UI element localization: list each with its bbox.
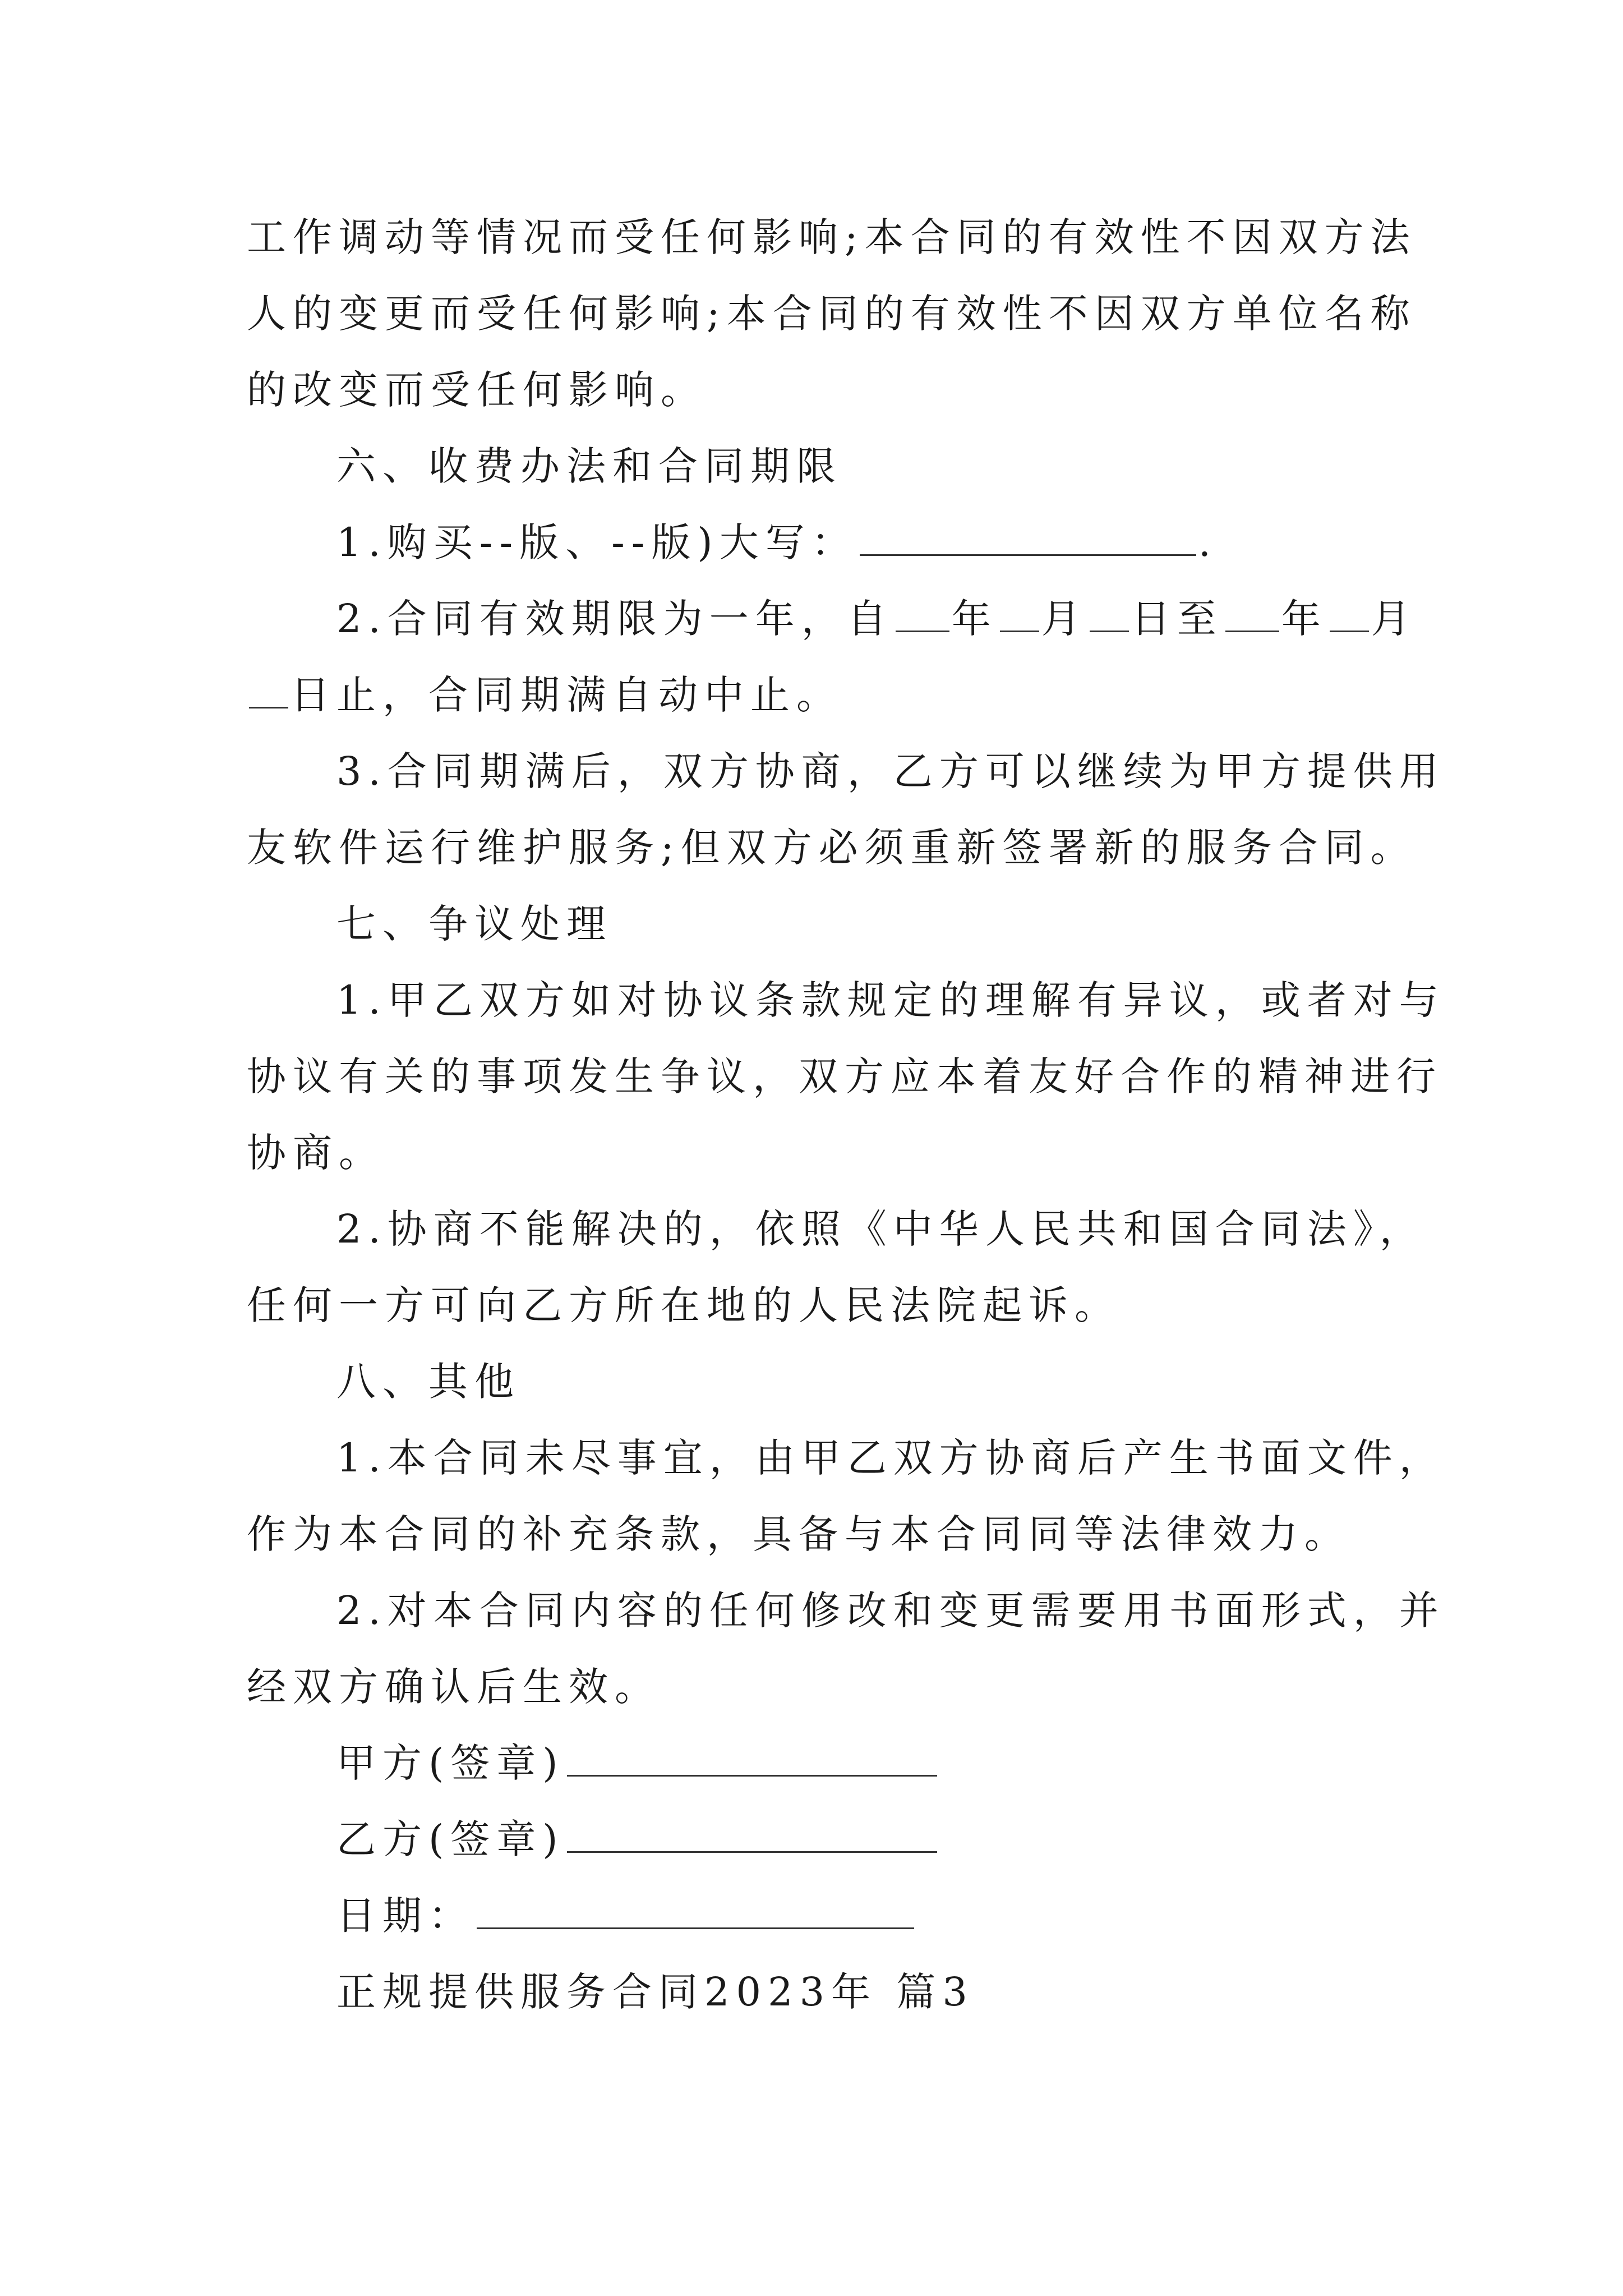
- next-section-title: 正规提供服务合同2023年 篇3: [336, 1969, 974, 2015]
- clause-7-1: 1.甲乙双方如对协议条款规定的理解有异议，或者对与: [336, 977, 1445, 1023]
- party-a-signature-blank: [567, 1740, 937, 1777]
- clause-text: 1.购买--版、--版)大写：: [336, 519, 857, 565]
- clause-7-2: 2.协商不能解决的，依照《中华人民共和国合同法》，: [336, 1206, 1426, 1252]
- start-day-blank: [1090, 596, 1129, 632]
- paragraph-line: 友软件运行维护服务;但双方必须重新签署新的服务合同。: [247, 825, 1417, 871]
- party-b-signature-blank: [567, 1816, 937, 1853]
- end-month-blank: [1330, 596, 1369, 632]
- paragraph-line: 协议有关的事项发生争议，双方应本着友好合作的精神进行: [247, 1053, 1442, 1099]
- date-blank: [477, 1893, 914, 1929]
- month-label: 月: [1041, 596, 1087, 642]
- paragraph-line: 协商。: [247, 1130, 385, 1176]
- clause-6-2-continued: [247, 657, 1385, 733]
- clause-6-3: 3.合同期满后，双方协商，乙方可以继续为甲方提供用: [336, 748, 1445, 794]
- day-to-label: 日至: [1131, 596, 1223, 642]
- clause-6-1: [247, 504, 1385, 581]
- party-a-label: 甲方(签章): [336, 1740, 565, 1786]
- clause-8-1: 1.本合同未尽事宜，由甲乙双方协商后产生书面文件，: [336, 1435, 1445, 1481]
- clause-text-end: .: [1198, 519, 1218, 565]
- clause-8-2: 2.对本合同内容的任何修改和变更需要用书面形式，并: [336, 1588, 1445, 1634]
- date-label: 日期：: [336, 1893, 474, 1939]
- paragraph-line: 工作调动等情况而受任何影响;本合同的有效性不因双方法: [247, 214, 1417, 260]
- clause-6-2: [247, 581, 1417, 657]
- start-year-blank: [896, 596, 949, 632]
- section-heading-7: 七、争议处理: [336, 901, 612, 947]
- paragraph-line: 的改变而受任何影响。: [247, 367, 707, 413]
- year-label: 年: [1281, 596, 1327, 642]
- paragraph-line: 人的变更而受任何影响;本合同的有效性不因双方单位名称: [247, 291, 1417, 337]
- section-heading-6: 六、收费办法和合同期限: [336, 443, 842, 489]
- amount-blank-field: [860, 519, 1196, 556]
- end-day-blank: [249, 672, 288, 708]
- clause-text: 2.合同有效期限为一年，自: [336, 596, 893, 642]
- date-line: [247, 1878, 1385, 1954]
- clause-text: 日止，合同期满自动中止。: [291, 672, 842, 718]
- party-b-label: 乙方(签章): [336, 1816, 565, 1862]
- document-body: [247, 199, 1445, 2030]
- start-month-blank: [1000, 596, 1039, 632]
- section-heading-8: 八、其他: [336, 1359, 520, 1405]
- month-label: 月: [1371, 596, 1417, 642]
- year-label: 年: [951, 596, 998, 642]
- end-year-blank: [1225, 596, 1279, 632]
- party-a-signature-line: [247, 1725, 1385, 1801]
- paragraph-line: 经双方确认后生效。: [247, 1664, 661, 1710]
- paragraph-line: 作为本合同的补充条款，具备与本合同同等法律效力。: [247, 1511, 1350, 1557]
- paragraph-line: 任何一方可向乙方所在地的人民法院起诉。: [247, 1282, 1121, 1328]
- party-b-signature-line: [247, 1801, 1385, 1878]
